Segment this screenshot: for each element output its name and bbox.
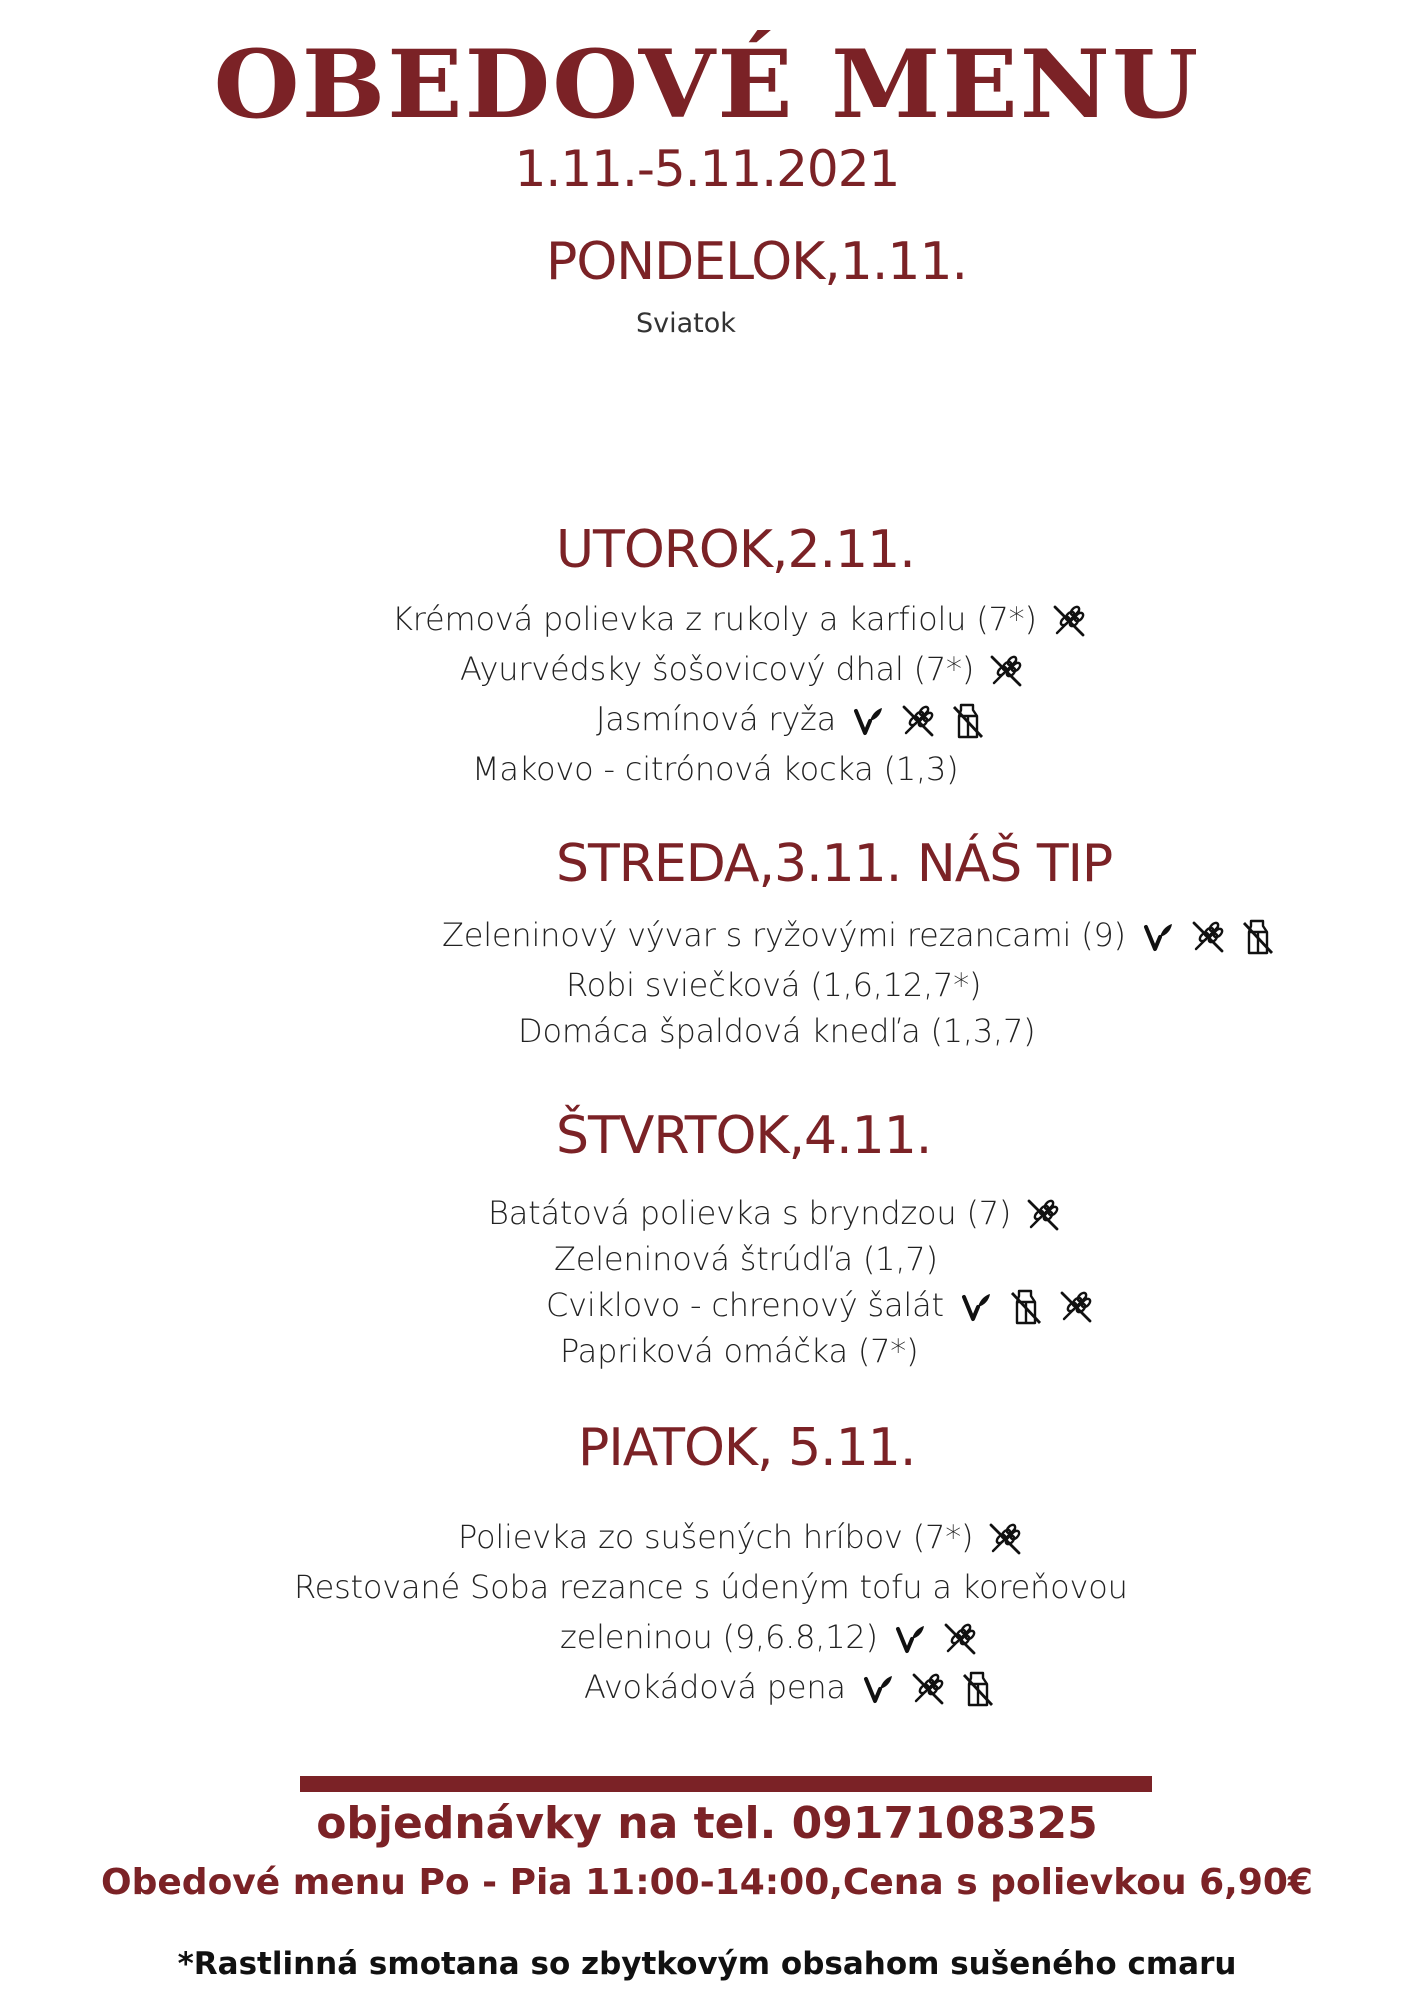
menu-item-text: Robi sviečková (1,6,12,7*) [566,966,982,1004]
menu-item-text: Jasmínová ryža [596,700,837,738]
lactose-free-icon [948,701,988,741]
menu-item [584,1668,998,1709]
menu-item [518,1012,1035,1050]
menu-item: Sviatok [636,308,736,339]
gluten-free-icon [1056,1287,1096,1327]
menu-item [458,1518,1025,1559]
menu-item-text: Restované Soba rezance s údeným tofu a koreňovou [294,1568,1128,1606]
lactose-free-icon [1006,1287,1046,1327]
diet-icons [1023,1195,1063,1235]
menu-item-text: Avokádová pena [584,1668,846,1706]
menu-item [472,750,958,788]
menu-item-text: Ayurvédsky šošovicový dhal (7*) [460,650,975,688]
menu-item-text: Krémová polievka z rukoly a karfiolu (7*) [392,600,1037,638]
menu-item [488,1194,1063,1235]
diet-icons [890,1619,980,1659]
vegan-icon [956,1287,996,1327]
menu-item [460,650,1026,691]
diet-icons [956,1287,1096,1327]
vegan-icon [858,1669,898,1709]
vegan-icon [1138,917,1178,957]
order-phone: objednávky na tel. 0917108325 [316,1798,1098,1849]
menu-item [560,1332,918,1370]
lactose-free-icon [958,1669,998,1709]
divider-bar [300,1776,1152,1792]
menu-item [566,966,981,1004]
menu-item [560,1618,980,1659]
diet-icons [1049,601,1089,641]
menu-item-text: Makovo - citrónová kocka (1,3) [472,750,959,788]
menu-item-text: Zeleninový vývar s ryžovými rezancami (9) [442,916,1126,954]
gluten-free-icon [1049,601,1089,641]
menu-item-text: Papriková omáčka (7*) [560,1332,919,1370]
diet-icons [858,1669,998,1709]
gluten-free-icon [908,1669,948,1709]
vegan-icon [848,701,888,741]
menu-dates: 1.11.-5.11.2021 [514,140,900,198]
menu-item [294,1568,1128,1606]
diet-icons [1138,917,1278,957]
diet-icons [848,701,988,741]
menu-item [546,1286,1096,1327]
day-title-thursday: ŠTVRTOK,4.11. [556,1106,932,1166]
menu-item [596,700,988,741]
footnote: *Rastlinná smotana so zbytkovým obsahom sušeného cmaru [177,1946,1237,1982]
menu-item-text: Batátová polievka s bryndzou (7) [488,1194,1012,1232]
menu-item [554,1240,938,1278]
menu-item-text: Domáca špaldová knedľa (1,3,7) [518,1012,1036,1050]
menu-item-text: Cviklovo - chrenový šalát [546,1286,944,1324]
menu-item [392,600,1089,641]
diet-icons [986,651,1026,691]
menu-title: OBEDOVÉ MENU [213,30,1201,140]
gluten-free-icon [898,701,938,741]
menu-item-text: Zeleninová štrúdľa (1,7) [554,1240,938,1278]
gluten-free-icon [1023,1195,1063,1235]
day-title-wednesday: STREDA,3.11. NÁŠ TIP [556,834,1113,894]
vegan-icon [890,1619,930,1659]
day-title-tuesday: UTOROK,2.11. [556,520,915,580]
menu-item [442,916,1278,957]
gluten-free-icon [940,1619,980,1659]
gluten-free-icon [985,1519,1025,1559]
diet-icons [985,1519,1025,1559]
gluten-free-icon [986,651,1026,691]
day-title-monday: PONDELOK,1.11. [546,232,968,292]
lactose-free-icon [1238,917,1278,957]
gluten-free-icon [1188,917,1228,957]
menu-item-text: Polievka zo sušených hríbov (7*) [458,1518,974,1556]
opening-hours-price: Obedové menu Po - Pia 11:00-14:00,Cena s polievkou 6,90€ [101,1862,1313,1903]
day-title-friday: PIATOK, 5.11. [578,1418,916,1478]
menu-item-text: zeleninou (9,6.8,12) [560,1618,878,1656]
